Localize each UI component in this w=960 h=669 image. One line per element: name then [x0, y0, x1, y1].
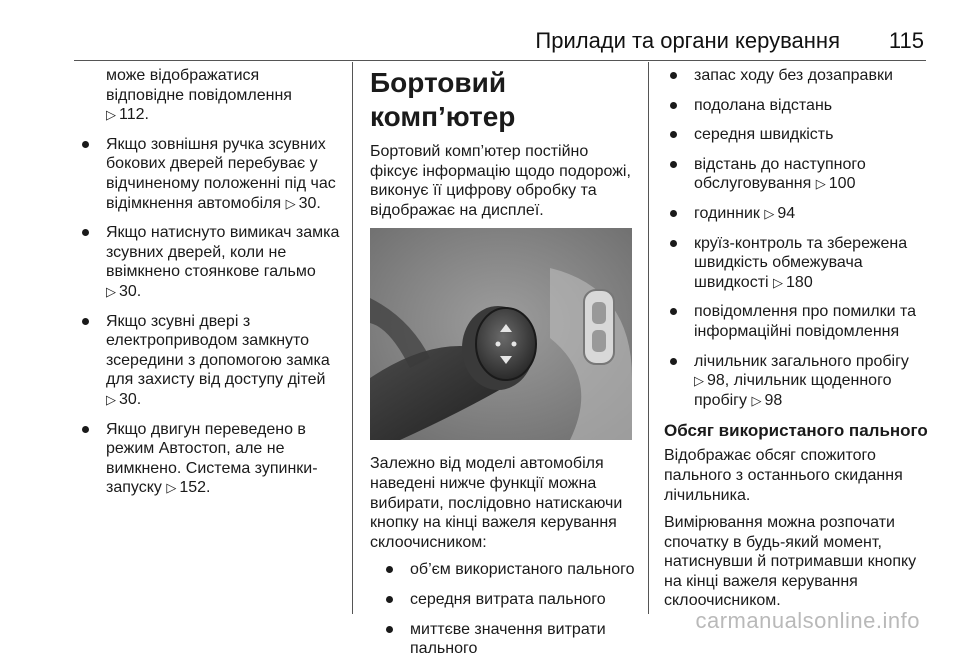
- reference-arrow-icon: ▷: [166, 480, 177, 496]
- function-list: [370, 560, 642, 658]
- bullet-icon: [670, 210, 677, 217]
- list-item: Якщо двигун переведено в режим Автостоп, але не вимкнено. Система зупинки- запуску ▷ 152.: [76, 420, 346, 498]
- watermark: carmanualsonline.info: [695, 608, 920, 633]
- reference-arrow-icon: ▷: [285, 195, 296, 211]
- bullet-icon: [82, 141, 89, 148]
- bullet-icon: [82, 318, 89, 325]
- bullet-icon: [82, 229, 89, 236]
- bullet-icon: [670, 240, 677, 247]
- section-heading: Бортовий комп’ютер: [370, 67, 516, 132]
- intro-paragraph: Бортовий комп’ютер постійно фіксує інформацію щодо подорожі, виконує її цифрову обробку та відображає на дисплеї.: [370, 143, 631, 219]
- list-item: середня швидкість: [664, 125, 936, 145]
- header-divider: [74, 60, 926, 61]
- column-1: [76, 66, 346, 508]
- reference-arrow-icon: ▷: [106, 391, 116, 407]
- bullet-icon: [670, 131, 677, 138]
- column-divider-1: [352, 62, 353, 614]
- bullet-icon: [670, 308, 677, 315]
- list-item: лічильник загального пробігу ▷ 98, лічильник щоденного пробігу ▷ 98: [664, 352, 936, 411]
- list-item: годинник ▷ 94: [664, 204, 936, 224]
- paragraph: Відображає обсяг спожитого пального з останнього скидання лічильника.: [664, 447, 903, 504]
- bullet-icon: [670, 161, 677, 168]
- reference-arrow-icon: ▷: [815, 176, 826, 192]
- list-item: Якщо зсувні двері з електроприводом замкнуто зсередини з допомогою замка для захисту від доступу дітей ▷ 30.: [76, 312, 346, 410]
- list-item: відстань до наступного обслуговування ▷ 100: [664, 155, 936, 194]
- reference-arrow-icon: ▷: [764, 205, 775, 221]
- list-item: запас ходу без дозаправки: [664, 66, 936, 86]
- bullet-icon: [670, 358, 677, 365]
- bullet-icon: [386, 626, 393, 633]
- reference-arrow-icon: ▷: [751, 392, 762, 408]
- bullet-icon: [670, 72, 677, 79]
- bullet-icon: [386, 566, 393, 573]
- page-header: [0, 0, 960, 58]
- page-number: 115: [888, 28, 924, 53]
- continuation-text: може відображатися відповідне повідомлення ▷ 112.: [106, 67, 292, 124]
- column-2: [370, 66, 642, 669]
- reference-arrow-icon: ▷: [106, 107, 116, 123]
- wiper-stalk-illustration: [370, 228, 632, 440]
- reference-arrow-icon: ▷: [773, 274, 784, 290]
- reference-arrow-icon: ▷: [106, 283, 116, 299]
- subsection-heading: Обсяг використаного пального: [664, 421, 928, 441]
- list-item: круїз-контроль та збережена швидкість обмежувача швидкості ▷ 180: [664, 234, 936, 293]
- bullet-icon: [386, 596, 393, 603]
- list-item: подолана відстань: [664, 96, 936, 116]
- paragraph: Вимірювання можна розпочати спочатку в будь-який момент, натиснувши й потримавши кнопку на кінці важеля керування склоочисником.: [664, 514, 917, 610]
- bullet-icon: [82, 426, 89, 433]
- bullet-icon: [670, 102, 677, 109]
- list-item: Якщо натиснуто вимикач замка зсувних дверей, коли не ввімкнено стоянкове гальмо ▷ 30.: [76, 223, 346, 301]
- list-item: повідомлення про помилки та інформаційні повідомлення: [664, 302, 936, 341]
- list-item: об’єм використаного пального: [380, 560, 642, 580]
- section-title: Прилади та органи керування: [535, 28, 840, 53]
- function-intro-paragraph: Залежно від моделі автомобіля наведені нижче функції можна вибирати, послідовно натискаючи кнопку на кінці важеля керування склоочисником:: [370, 455, 623, 551]
- reference-arrow-icon: ▷: [694, 373, 704, 389]
- column-divider-2: [648, 62, 649, 614]
- wiper-stalk-photo: [370, 228, 632, 440]
- list-item: середня витрата пального: [380, 590, 642, 610]
- column-3: [664, 66, 936, 619]
- list-item: Якщо зовнішня ручка зсувних бокових дверей перебуває у відчиненому положенні під час відімкнення автомобіля ▷ 30.: [76, 135, 346, 213]
- list-item: миттєве значення витрати пального: [380, 620, 642, 659]
